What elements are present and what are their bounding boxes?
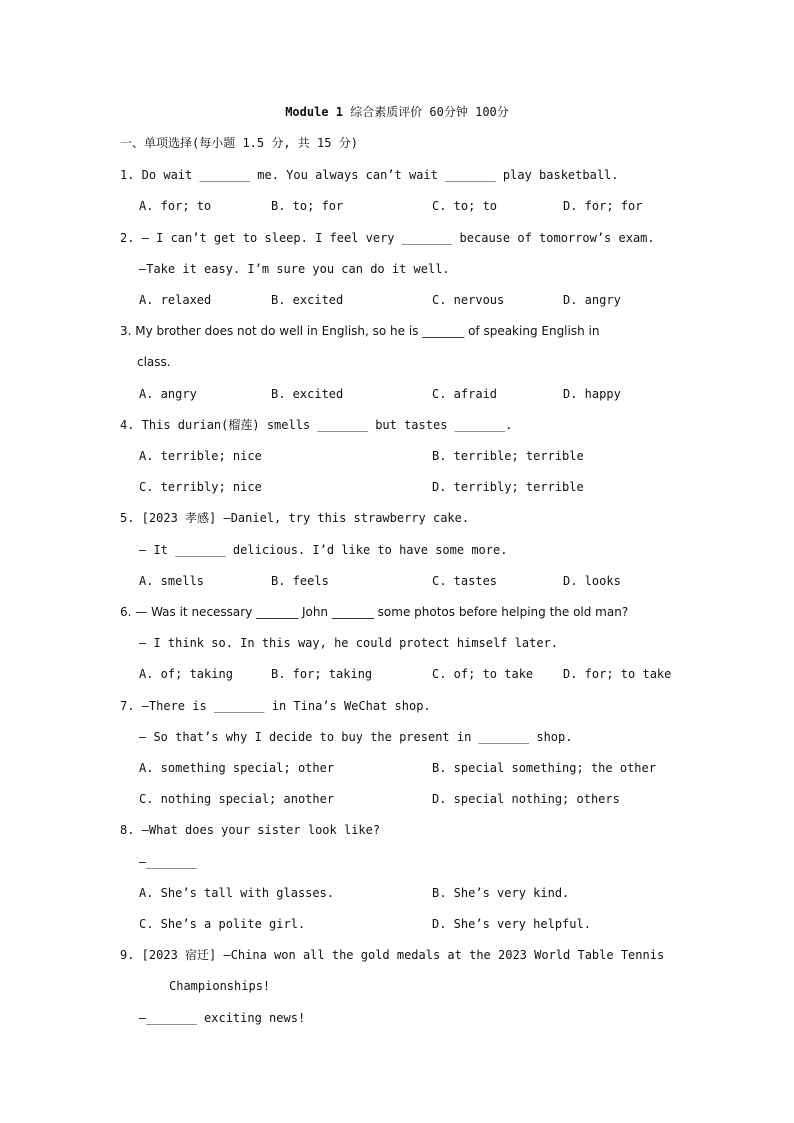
q4-option-a: A. terrible; nice xyxy=(139,449,262,463)
q4-option-d: D. terribly; terrible xyxy=(432,480,584,494)
q6-option-c: C. of; to take xyxy=(432,667,534,681)
q5-option-b: B. feels xyxy=(271,574,329,588)
question-3-stem: 3. My brother does not do well in English, so he is _______ of speaking English in xyxy=(120,324,600,338)
question-8-stem: 8. —What does your sister look like? xyxy=(120,823,381,837)
q4-option-b: B. terrible; terrible xyxy=(432,449,584,463)
q6-option-d: D. for; to take xyxy=(563,667,672,681)
q7-option-b: B. special something; the other xyxy=(432,761,656,775)
question-5-reply: — It _______ delicious. I’d like to have some more. xyxy=(139,543,508,557)
question-7-stem: 7. —There is _______ in Tina’s WeChat shop. xyxy=(120,699,431,713)
question-8-reply: —_______ xyxy=(139,855,197,869)
q3-option-d: D. happy xyxy=(563,387,621,401)
q7-option-a: A. something special; other xyxy=(139,761,335,775)
q5-option-c: C. tastes xyxy=(432,574,498,588)
q7-option-c: C. nothing special; another xyxy=(139,792,335,806)
question-6-reply: — I think so. In this way, he could protect himself later. xyxy=(139,636,559,650)
q5-option-a: A. smells xyxy=(139,574,205,588)
question-9-stem: 9. [2023 宿迁] —China won all the gold medals at the 2023 World Table Tennis xyxy=(120,948,665,962)
q6-option-b: B. for; taking xyxy=(271,667,373,681)
question-6-stem: 6. — Was it necessary _______ John _______ some photos before helping the old man? xyxy=(120,605,629,619)
q3-option-b: B. excited xyxy=(271,387,344,401)
page-title: Module 1 综合素质评价 60分钟 100分 xyxy=(285,105,509,119)
question-5-stem: 5. [2023 孝感] —Daniel, try this strawberry cake. xyxy=(120,511,470,525)
question-2-reply: —Take it easy. I’m sure you can do it well. xyxy=(139,262,450,276)
question-7-reply: — So that’s why I decide to buy the present in _______ shop. xyxy=(139,730,573,744)
q7-option-d: D. special nothing; others xyxy=(432,792,620,806)
question-9-stem-cont: Championships! xyxy=(169,979,271,993)
q8-option-b: B. She’s very kind. xyxy=(432,886,570,900)
q1-option-c: C. to; to xyxy=(432,199,498,213)
q2-option-a: A. relaxed xyxy=(139,293,212,307)
q1-option-a: A. for; to xyxy=(139,199,212,213)
question-9-reply: —_______ exciting news! xyxy=(139,1011,306,1025)
question-1-stem: 1. Do wait _______ me. You always can’t wait _______ play basketball. xyxy=(120,168,619,182)
question-4-stem: 4. This durian(榴莲) smells _______ but tastes _______. xyxy=(120,418,513,432)
q1-option-b: B. to; for xyxy=(271,199,344,213)
q6-option-a: A. of; taking xyxy=(139,667,233,681)
q3-option-a: A. angry xyxy=(139,387,197,401)
q8-option-d: D. She’s very helpful. xyxy=(432,917,591,931)
q2-option-b: B. excited xyxy=(271,293,344,307)
q3-option-c: C. afraid xyxy=(432,387,498,401)
q8-option-c: C. She’s a polite girl. xyxy=(139,917,306,931)
q2-option-c: C. nervous xyxy=(432,293,505,307)
q5-option-d: D. looks xyxy=(563,574,621,588)
q8-option-a: A. She’s tall with glasses. xyxy=(139,886,335,900)
q1-option-d: D. for; for xyxy=(563,199,643,213)
q2-option-d: D. angry xyxy=(563,293,621,307)
question-2-stem: 2. — I can’t get to sleep. I feel very _______ because of tomorrow’s exam. xyxy=(120,231,655,245)
q4-option-c: C. terribly; nice xyxy=(139,480,262,494)
section-heading: 一、单项选择(每小题 1.5 分, 共 15 分) xyxy=(120,136,358,150)
question-3-stem-cont: class. xyxy=(137,355,171,369)
